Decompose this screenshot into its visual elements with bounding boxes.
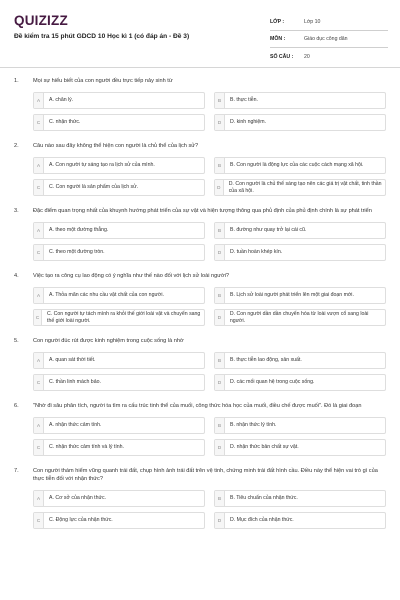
option-key: D [215,245,225,260]
option-text: C. thần linh mách bảo. [49,379,101,386]
question-text: Con người thám hiểm vũng quanh trái đất, chụp hình ảnh trái đất trên vệ tinh, chứng minh trái đất hình cầu. Điều này thể hiện vai trò gì của thực tiễn đối với nhận thức? [33,468,378,482]
option-d[interactable] [214,244,386,261]
meta-row-subject [270,31,388,48]
question-item [0,77,400,132]
option-text: D. Con người là chủ thể sáng tạo nên các giá trị vật chất, tinh thần của xã hội. [228,180,382,194]
option-b[interactable] [214,287,386,304]
meta-value: 20 [304,53,310,60]
question-number: 5. [14,338,19,344]
question-text: Con người đúc rút được kinh nghiệm trong cuộc sống là nhờ [33,338,184,344]
option-b[interactable] [214,222,386,239]
option-key: D [215,375,225,390]
option-key: B [215,288,225,303]
option-text: B. đường như quay trở lại cái cũ. [230,227,307,234]
option-text: B. Con người là động lực của các cuộc cách mạng xã hội. [230,162,364,169]
option-d[interactable] [214,309,386,326]
option-a[interactable] [33,287,205,304]
option-text: B. Lịch sử loài người phát triển lên một giai đoạn mới. [230,292,354,299]
option-key: C [34,513,44,528]
option-text: D. các mối quan hệ trong cuộc sống. [230,379,315,386]
document-title: Đề kiểm tra 15 phút GDCD 10 Học kì 1 (có đáp án - Đề 3) [14,33,190,40]
option-key: A [34,353,44,368]
option-key: A [34,288,44,303]
question-text: Đặc điểm quan trọng nhất của khuynh hướng phát triển của sự vật và hiện tượng thông qua phủ định của phủ định chính là sự phát triển [33,208,372,214]
option-text: C. Động lực của nhận thức. [49,517,113,524]
question-item [0,142,400,197]
question-header [0,207,400,215]
meta-value: Lớp 10 [304,19,321,25]
option-b[interactable] [214,490,386,507]
option-a[interactable] [33,92,205,109]
question-header [0,467,400,483]
option-key: A [34,223,44,238]
meta-label: LỚP : [270,19,285,25]
option-key: A [34,93,44,108]
option-key: D [215,310,225,325]
option-grid [33,352,388,392]
option-key: B [215,353,225,368]
question-header [0,77,400,85]
question-number: 1. [14,78,19,84]
option-text: D. tuần hoàn khép kín. [230,249,283,256]
option-key: C [34,440,44,455]
question-header [0,142,400,150]
question-text: Việc tạo ra công cụ lao động có ý nghĩa như thế nào đối với lịch sử loài người? [33,273,230,279]
option-text: A. Cơ sở của nhận thức. [49,495,106,502]
question-header [0,272,400,280]
option-text: C. Con người tự tách mình ra khỏi thế giới loài vật và chuyển sang thế giới loài người. [47,310,201,324]
option-key: C [34,310,42,325]
option-text: B. thực tiễn. [230,97,258,104]
question-number: 2. [14,143,19,149]
option-d[interactable] [214,114,386,131]
option-text: B. Tiêu chuẩn của nhận thức. [230,495,298,502]
option-a[interactable] [33,352,205,369]
option-c[interactable] [33,179,205,196]
question-number: 4. [14,273,19,279]
option-c[interactable] [33,374,205,391]
option-text: A. chân lý. [49,97,74,104]
option-text: D. kinh nghiệm. [230,119,267,126]
option-key: B [215,491,225,506]
option-grid [33,222,388,262]
option-grid [33,490,388,530]
meta-label: MÔN : [270,36,286,42]
option-key: C [34,375,44,390]
quizizz-logo: QUIZIZZ [14,13,68,28]
meta-row-count [270,48,388,65]
question-header [0,337,400,345]
option-b[interactable] [214,157,386,174]
option-b[interactable] [214,352,386,369]
option-d[interactable] [214,179,386,196]
option-c[interactable] [33,114,205,131]
option-key: C [34,180,44,195]
question-list [0,77,400,530]
option-d[interactable] [214,512,386,529]
meta-row-class [270,14,388,31]
option-key: A [34,491,44,506]
question-item [0,207,400,262]
question-text: Câu nào sau đây không thể hiện con người là chủ thể của lịch sử? [33,143,199,149]
option-a[interactable] [33,490,205,507]
question-text: "Nhờ đi sâu phân tích, người ta tìm ra cấu trúc tinh thể của muối, công thức hóa học của muối, điều chế được muối". Đó là giai đoạn [33,403,362,409]
option-key: B [215,158,225,173]
question-number: 3. [14,208,19,214]
option-key: C [34,245,44,260]
option-text: B. nhận thức lý tính. [230,422,277,429]
option-grid [33,417,388,457]
option-text: C. Con người là sản phẩm của lịch sử. [49,184,139,191]
question-item [0,402,400,457]
option-text: A. Thỏa mãn các nhu cầu vật chất của con người. [49,292,164,299]
meta-value: Giáo dục công dân [304,36,348,42]
question-item [0,337,400,392]
option-key: D [215,180,224,195]
option-text: A. theo một đường thẳng. [49,227,109,234]
option-key: A [34,158,44,173]
option-key: A [34,418,44,433]
question-item [0,467,400,530]
question-header [0,402,400,410]
option-text: A. nhận thức cảm tính. [49,422,102,429]
option-text: D. Mục đích của nhận thức. [230,517,294,524]
option-a[interactable] [33,417,205,434]
option-key: D [215,115,225,130]
option-key: C [34,115,44,130]
option-grid [33,92,388,132]
option-b[interactable] [214,417,386,434]
option-c[interactable] [33,512,205,529]
option-d[interactable] [214,374,386,391]
option-grid [33,287,388,327]
option-text: D. Con người dần dần chuyển hóa từ loài vượn cổ sang loài người. [229,310,369,324]
option-key: B [215,223,225,238]
meta-table [270,14,388,65]
question-number: 6. [14,403,19,409]
option-d[interactable] [214,439,386,456]
option-b[interactable] [214,92,386,109]
option-text: D. nhận thức bản chất sự vật. [230,444,299,451]
option-c[interactable] [33,439,205,456]
option-text: C. nhận thức. [49,119,81,126]
option-a[interactable] [33,222,205,239]
question-text: Mọi sự hiểu biết của con người đều trực tiếp nảy sinh từ [33,78,173,84]
option-key: D [215,440,225,455]
question-number: 7. [14,468,19,474]
option-c[interactable] [33,309,205,326]
option-key: B [215,418,225,433]
option-text: C. theo một đường tròn. [49,249,105,256]
option-c[interactable] [33,244,205,261]
option-a[interactable] [33,157,205,174]
option-key: B [215,93,225,108]
option-text: C. nhận thức cảm tính và lý tính. [49,444,124,451]
option-grid [33,157,388,197]
option-key: D [215,513,225,528]
option-text: A. quan sát thời tiết. [49,357,96,364]
question-item [0,272,400,327]
meta-label: SỐ CÂU : [270,53,294,60]
option-text: B. thực tiễn lao động, sản xuất. [230,357,302,364]
option-text: A. Con người tự sáng tạo ra lịch sử của mình. [49,162,155,169]
worksheet-header [0,0,400,68]
